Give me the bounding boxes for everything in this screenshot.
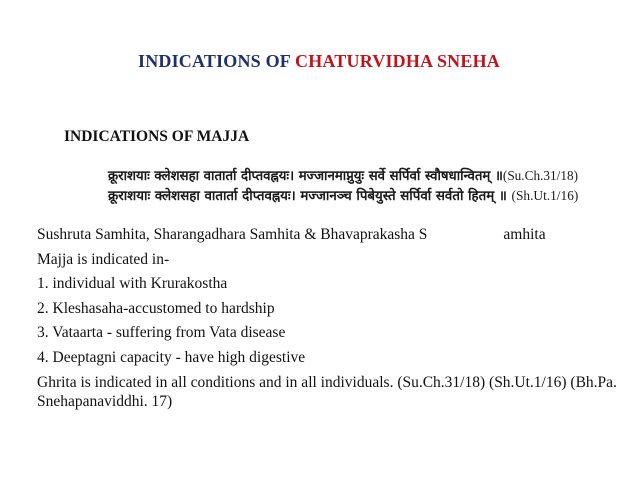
intro-line — [37, 223, 617, 248]
list-item: 2. Kleshasaha-accustomed to hardship — [37, 299, 275, 317]
list-item: 4. Deeptagni capacity - have high digestive — [37, 348, 306, 366]
slide-title — [0, 51, 638, 72]
verse-1-reference: (Su.Ch.31/18) — [502, 168, 578, 183]
body-text — [37, 223, 617, 411]
verse-2-text: क्रूराशयाः क्लेशसहा वातार्ता दीप्तवह्नयः। मज्जानञ्च पिबेयुस्ते सर्पिर्वा सर्वतो हितम् ॥ — [108, 188, 507, 204]
intro-text-a: Sushruta Samhita, Sharangadhara Samhita & Bhavaprakasha S — [37, 226, 428, 243]
title-part-1: INDICATIONS OF — [138, 51, 296, 71]
list-item: 1. individual with Krurakostha — [37, 275, 228, 292]
ghrita-paragraph: Ghrita is indicated in all conditions and in all individuals. (Su.Ch.31/18) (Sh.Ut.1/16) (Bh.Pa. Snehapanaviddhi. 17) — [37, 374, 617, 410]
section-heading: INDICATIONS OF MAJJA — [64, 128, 250, 145]
verse-1-text: क्रूराशयाः क्लेशसहा वातार्ता दीप्तवह्नयः। मज्जानमाप्नुयुः सर्वे सर्पिर्वा स्वौषधान्वितम् ॥ — [108, 168, 503, 184]
intro-text-b: amhita — [503, 226, 546, 243]
verse-2-reference: (Sh.Ut.1/16) — [511, 188, 579, 203]
title-part-2: CHATURVIDHA SNEHA — [295, 51, 500, 71]
list-item: 3. Vataarta - suffering from Vata disease — [37, 324, 286, 341]
intro-line-2: Majja is indicated in- — [37, 250, 170, 268]
sanskrit-verses — [108, 166, 578, 206]
verse-2 — [108, 186, 579, 206]
verse-1 — [108, 166, 578, 186]
